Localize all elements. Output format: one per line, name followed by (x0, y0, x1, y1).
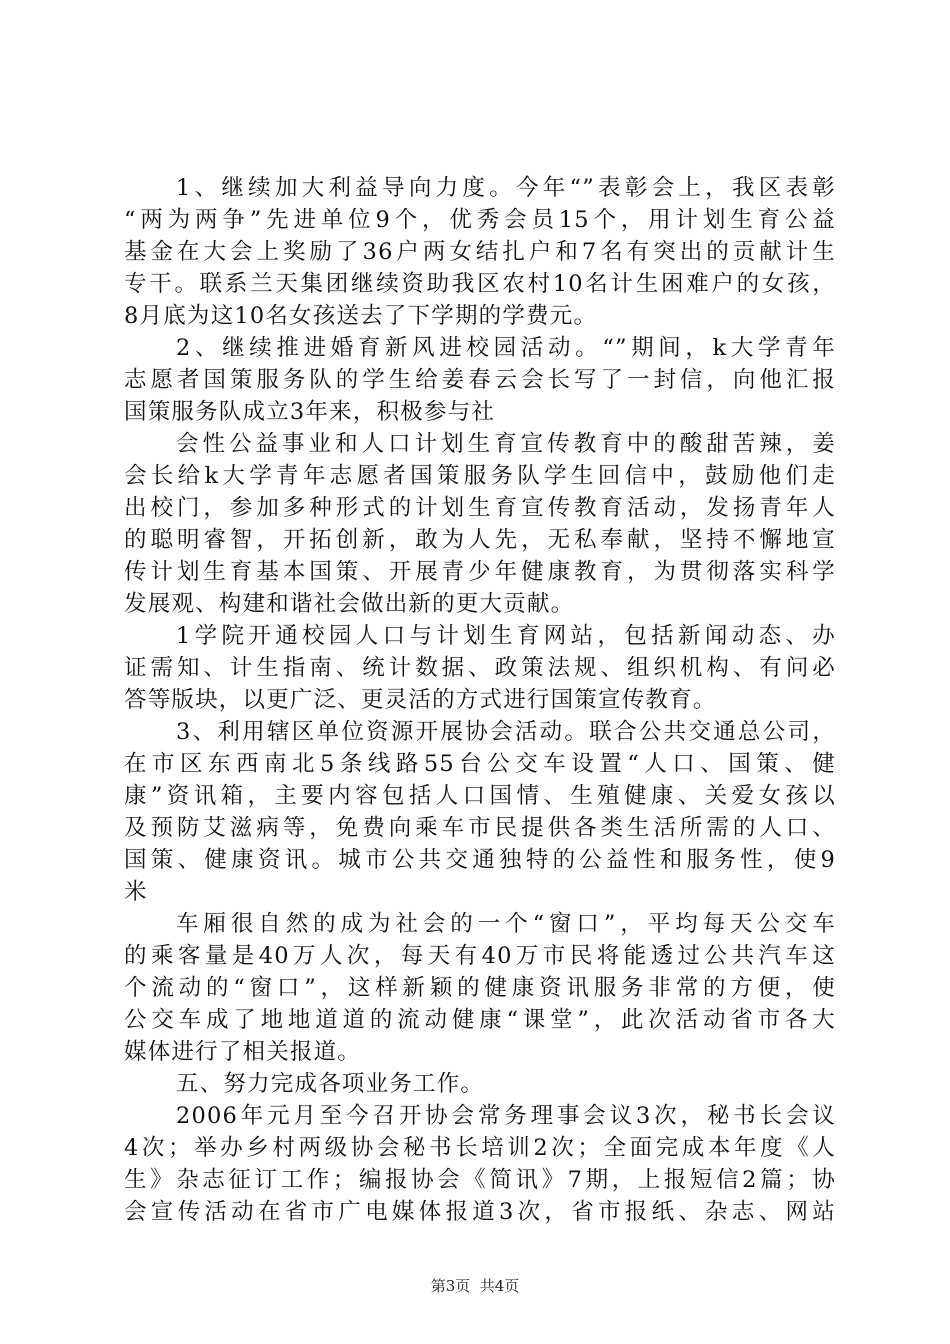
text-line: 发展观、构建和谐社会做出新的更大贡献。 (124, 591, 575, 617)
text-line: 8月底为这10名女孩送去了下学期的学费元。 (124, 303, 598, 329)
text-line: 米 (124, 879, 148, 905)
text-line: 生》杂志征订工作；编报协会《简讯》7期，上报短信2篇；协 (124, 1167, 836, 1193)
text-line: 及预防艾滋病等，免费向乘车市民提供各类生活所需的人口、 (124, 815, 836, 841)
text-line: 公交车成了地地道道的流动健康“课堂”，此次活动省市各大 (124, 1007, 836, 1033)
text-line: 传计划生育基本国策、开展青少年健康教育，为贯彻落实科学 (124, 559, 836, 585)
text-line: 志愿者国策服务队的学生给姜春云会长写了一封信，向他汇报 (124, 367, 836, 393)
text-line: 2006年元月至今召开协会常务理事会议3次，秘书长会议 (176, 1103, 836, 1129)
text-line: 4次；举办乡村两级协会秘书长培训2次；全面完成本年度《人 (124, 1135, 836, 1161)
text-line: 证需知、计生指南、统计数据、政策法规、组织机构、有问必 (124, 655, 836, 681)
text-line: 基金在大会上奖励了36户两女结扎户和7名有突出的贡献计生 (124, 239, 836, 265)
text-line: 个流动的“窗口”，这样新颖的健康资讯服务非常的方便，使 (124, 975, 836, 1001)
text-line: 车厢很自然的成为社会的一个“窗口”，平均每天公交车 (176, 911, 836, 937)
text-line: 专干。联系兰天集团继续资助我区农村10名计生困难户的女孩， (124, 271, 836, 297)
text-line: 出校门，参加多种形式的计划生育宣传教育活动，发扬青年人 (124, 495, 836, 521)
text-line: 国策、健康资讯。城市公共交通独特的公益性和服务性，使9 (124, 847, 836, 873)
text-line: 1学院开通校园人口与计划生育网站，包括新闻动态、办 (176, 623, 836, 649)
text-line: 会宣传活动在省市广电媒体报道3次，省市报纸、杂志、网站 (124, 1199, 836, 1225)
text-line: 媒体进行了相关报道。 (124, 1039, 362, 1065)
text-line: 会长给k大学青年志愿者国策服务队学生回信中，鼓励他们走 (124, 463, 836, 489)
text-line: 的聪明睿智，开拓创新，敢为人先，无私奉献，坚持不懈地宣 (124, 527, 836, 553)
page-number-footer: 第3页 共4页 (430, 1277, 520, 1295)
text-line: 康”资讯箱，主要内容包括人口国情、生殖健康、关爱女孩以 (124, 783, 836, 809)
text-line: 会性公益事业和人口计划生育宣传教育中的酸甜苦辣，姜 (176, 431, 836, 457)
text-line: 的乘客量是40万人次，每天有40万市民将能透过公共汽车这 (124, 943, 836, 969)
section-heading: 五、努力完成各项业务工作。 (176, 1071, 485, 1097)
text-line: 2、继续推进婚育新风进校园活动。“”期间，k大学青年 (176, 335, 836, 361)
text-line: 在市区东西南北5条线路55台公交车设置“人口、国策、健 (124, 751, 836, 777)
text-line: 答等版块，以更广泛、更灵活的方式进行国策宣传教育。 (124, 687, 717, 713)
text-line: 3、利用辖区单位资源开展协会活动。联合公共交通总公司， (176, 719, 836, 745)
text-line: 国策服务队成立3年来，积极参与社 (124, 399, 496, 425)
text-line: “两为两争”先进单位9个，优秀会员15个，用计划生育公益 (124, 207, 836, 233)
text-line: 1、继续加大利益导向力度。今年“”表彰会上，我区表彰 (176, 175, 836, 201)
